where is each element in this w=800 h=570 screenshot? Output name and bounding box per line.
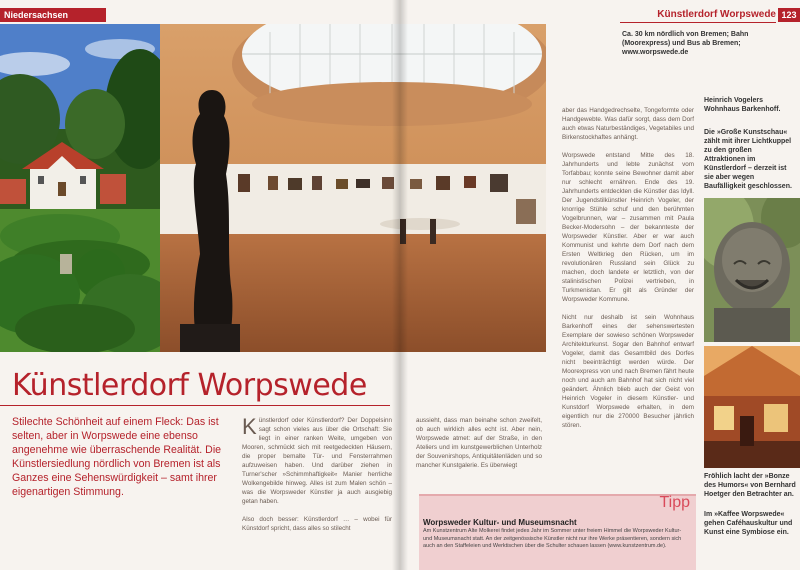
tipp-title: Worpsweder Kultur- und Museumsnacht	[423, 518, 577, 527]
caption-bonze	[704, 472, 796, 499]
travel-info: Ca. 30 km nördlich von Bremen; Bahn (Moorexpress) und Bus ab Bremen; www.worpswede.de	[622, 31, 749, 56]
tipp-text: Am Kunstzentrum Alte Molkerei findet jedes Jahr im Sommer unter freiem Himmel die Worpsweder Kultur- und Museumsnacht statt. An der zeitgenössische Künstler nicht nur ihre Werke präsentieren, sondern sich auch an den Staffeleien und Werktischen über die Schulter schauen lassen (www.kunstzentrum.de).	[423, 528, 682, 550]
body-column-2-p1: aussieht, dass man beinahe schon zweifelt, ob auch wirklich alles echt ist. Aber nein, Worpswede atmet: auf der Straße, in den Ateliers und im kunstgewerblichen Unterholz der Souvenirshops, Antiquitätenläden und so mancher Kunstgalerie. Es überwiegt	[416, 417, 542, 469]
body-column-1-p2: Also doch besser: Künstlerdorf … – wobei für Künstdorf spricht, dass alles so stilecht	[242, 516, 392, 532]
section-label-left: Niedersachsen	[0, 8, 106, 22]
body-column-1-p1-text: ünstlerdorf oder Künstlerdorf? Der Doppelsinn sagt schon vieles aus über die Ortschaft: Sie liegt in einer ranken Weite, umgeben von Mooren, schmückt sich mit reetgedeckten Häusern, die proper bemalte Tür- und Fensterrahmen aufzuweisen haben. Und darüber ziehen in Turner'scher »Schimmhaftigkeit« Manier herrliche Wolkengebilde hinweg. Alles ist zum Malen schön – was die Worpsweder Künstler ja auch ausgiebig getan haben.	[242, 417, 392, 505]
body-column-1	[242, 416, 392, 542]
caption-kaffee-text: Im »Kaffee Worpswede« gehen Caféhauskultur und Kunst eine Symbiose ein.	[704, 511, 793, 536]
caption-kunstschau	[704, 128, 794, 191]
section-label-right: Künstlerdorf Worpswede	[657, 9, 776, 20]
barkenhoff-photo	[0, 24, 160, 352]
page-gutter	[392, 0, 408, 570]
caption-kunstschau-text: Die »Große Kunstschau« zählt mit ihrer Lichtkuppel zu den großen Attraktionen im Künstlerdorf – derzeit ist sie aber wegen Baufälligkeit geschlossen.	[704, 129, 792, 190]
kaffee-worpswede-photo	[704, 346, 800, 468]
caption-vogeler	[704, 96, 792, 114]
caption-vogeler-title: Heinrich Vogelers Wohnhaus Barkenhoff.	[704, 97, 781, 113]
body-column-1-p1	[242, 416, 392, 506]
body-column-3-p1: aber das Handgedrechselte, Tongeformte oder Handgewebte. Was dafür sorgt, dass dem Dorf auch etwas Naturbeständiges, Vegetabiles und Birkenstockhaftes anhängt.	[562, 107, 694, 141]
headline-rule	[0, 405, 390, 406]
grosse-kunstschau-photo	[160, 24, 546, 352]
dropcap: K	[242, 414, 257, 439]
article-headline: Künstlerdorf Worpswede	[12, 368, 367, 403]
caption-kaffee	[704, 510, 796, 537]
bonze-des-humors-photo	[704, 198, 800, 342]
section-rule-right	[620, 22, 776, 23]
article-lead: Stilechte Schönheit auf einem Fleck: Das ist selten, aber in Worpswede eine ebenso angenehme wie überraschende Realität. Die Künstlersiedlung nördlich von Bremen ist als Ganzes eine Sehenswürdigkeit – samt ihrer eigenartigen Stimmung.	[12, 416, 222, 498]
tipp-box	[419, 494, 696, 570]
body-column-3	[562, 106, 694, 439]
page-number: 123	[778, 8, 800, 22]
tipp-label: Tipp	[659, 494, 690, 511]
body-column-3-p2: Worpswede entstand Mitte des 18. Jahrhunderts und lebte zunächst vom Torfabbau; konnte seine Bewohner damit aber nur schlecht ernähren. Ende des 19. Jahrhunderts entdeckten die Künstler das Idyll. Der Jugendstilkünstler Heinrich Vogeler, der knorrige Stühle schuf und den berühmten Vogelbrunnen, war – zusammen mit Paula Becker-Modersohn – der bekannteste der Worpsweder Künstler. Aber er war auch Kommunist und kehrte dem Dorf nach dem Ersten Weltkrieg den Rücken, um im revolutionären Russland sein Glück zu machen, doch landete er letztlich, von der stalinistischen Polizei vertrieben, in Turkmenistan. Er gilt als Gründer der Worpsweder Kommune.	[562, 152, 694, 303]
caption-bonze-text: Fröhlich lacht der »Bonze des Humors« von Bernhard Hoetger den Betrachter an.	[704, 473, 796, 498]
body-column-2	[416, 416, 542, 479]
body-column-3-p3: Nicht nur deshalb ist sein Wohnhaus Barkenhoff eines der sehenswertesten Exemplare der sowieso schönen Worpsweder Architekturkunst. Sogar den Bahnhof entwarf Vogeler, damit das Gesamtbild des Dorfes nicht beeinträchtigt werden würde. Der Moorexpress von und nach Bremen fährt heute noch und auch am Bahnhof hat sich nicht viel geändert. Ähnlich blieb auch der Geist von Heinrich Vogeler in diesem Künstler- und Kunstdorf Worpswede erhalten, in dem eigentlich nur die 270000 Besucher jährlich stören.	[562, 314, 694, 429]
